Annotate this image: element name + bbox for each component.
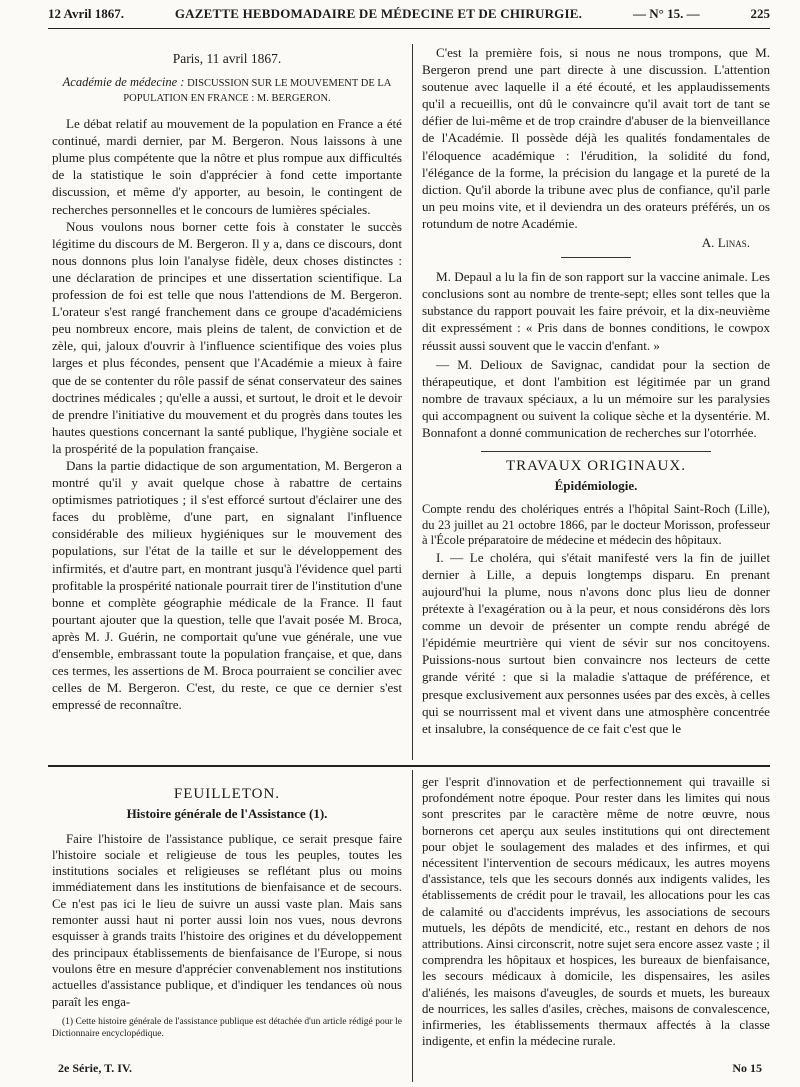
paragraph: C'est la première fois, si nous ne nous trompons, que M. Bergeron prend une part directe à une discussion. L'attention soutenue avec laquelle il a été écouté, et les applaudissements qu'il a recueillis, ont dû le convaincre qu'il avait tort de tant se défier de lui-même et de trop craindre d'abuser de la bienveillance de l'Académie. Il possède déjà les qualités fondamentales de l'éloquence académique : l'érudition, la solidité du fond, l'élégance de la forme, la précision du langage et la pureté de la diction. Qu'il aborde la tribune avec plus de confiance, qu'il parle un peu moins vite, et il deviendra un des orateurs préférés, un os rotundum de notre Académie. bbox=[422, 45, 770, 231]
feuilleton-rule bbox=[48, 765, 770, 767]
footer-series: 2e Série, T. IV. bbox=[58, 1061, 132, 1075]
section-rule bbox=[481, 451, 711, 452]
paragraph: Nous voulons nous borner cette fois à constater le succès légitime du discours de M. Bergeron. Il y a, dans ce discours, dont nous donnons plus loin l'analyse fidèle, deux choses distinctes : une déclaration de principes et une dissertation scientifique. La profession de foi est telle que nous l'attendions de M. Bergeron. L'orateur s'est rangé franchement dans ce groupe d'académiciens peu nombreux encore, mais pleins de talent, de conviction et de zèle, qui, jaloux d'ouvrir à l'influence scientifique des voies plus larges et plus fécondes, pensent que l'Académie a mieux à faire que de se contenter du rôle passif de sénat conservateur des saines doctrines médicales ; qu'elle a aussi, et surtout, le droit et le devoir de prendre l'initiative du mouvement et du progrès dans toutes les hautes questions concernant la santé publique, l'hygiène sociale et la prospérité de la population française. bbox=[52, 218, 402, 456]
footnote-text: (1) Cette histoire générale de l'assistance publique est détachée d'un article rédigé pour le Dictionnaire encyclopédique. bbox=[52, 1016, 402, 1039]
page-header bbox=[48, 6, 770, 26]
section-subhead bbox=[52, 75, 402, 106]
header-date: 12 Avril 1867. bbox=[48, 6, 124, 21]
column-divider-bottom bbox=[412, 770, 413, 1082]
footnote bbox=[52, 1016, 402, 1040]
report-heading: Compte rendu des cholériques entrés a l'hôpital Saint-Roch (Lille), du 23 juillet au 21 octobre 1866, par le docteur Morisson, professeur à l'École préparatoire de médecine et médecin des hôpitaux. bbox=[422, 502, 770, 548]
short-rule bbox=[561, 257, 631, 258]
footer-number: No 15 bbox=[732, 1061, 762, 1075]
feuilleton-continuation: ger l'esprit d'innovation et de perfectionnement qui travaille si profondément notre époque. Pour rester dans les limites qui nous sont prescrites par le caractère même de notre œuvre, nous bornerons cet aperçu aux seules institutions qui ont directement pour objet le soulagement des malades et des infirmes, et qui nécessitent l'intervention de secours médicaux, les autres moyens d'assistance, tels que les secours donnés aux indigents valides, les établissements de crédit pour le travail, les allocations pour les cas de calamité ou d'accidents imprévus, les associations de secours mutuels, les dépôts de mendicité, etc., restant en dehors de nos attributions. Ainsi circonscrit, notre sujet sera encore assez vaste ; il comprendra les hôpitaux et hospices, les bureaux de bienfaisance, les secours médicaux à domicile, les dispensaires, les asiles d'aliénés, les maisons d'aveugles, de sourds et muets, les bureaux de nourrices, les salles d'asiles, crèches, maisons de convalescence, infirmeries, les établissements thermaux affectés à la classe indigente, et enfin la médecine rurale. bbox=[422, 775, 770, 1049]
news-item: — M. Delioux de Savignac, candidat pour la section de thérapeutique, et dont l'ambition est légitimée par un grand nombre de travaux spéciaux, a lu un mémoire sur les paralysies qui accompagnent ou suivent la colique sèche et la dysentérie. M. Bonnafont a donné communication de recherches sur l'otorrhée. bbox=[422, 356, 770, 440]
section-subtitle: Épidémiologie. bbox=[554, 478, 638, 494]
feuilleton-right bbox=[422, 774, 770, 1049]
section-title: TRAVAUX ORIGINAUX. bbox=[506, 458, 686, 475]
header-number: — N° 15. — bbox=[632, 6, 700, 21]
header-page: 225 bbox=[750, 6, 770, 21]
header-rule bbox=[48, 28, 770, 29]
feuilleton-left bbox=[52, 778, 402, 1040]
report-body: I. — Le choléra, qui s'était manifesté vers la fin de juillet dernier à Lille, a depuis longtemps disparu. En prenant aujourd'hui la plume, nous n'avons donc plus lieu de donner prétexte à l'exagération ou à la peur, et nous considérons dès lors comme un devoir de présenter un compte rendu abrégé de l'épidémie meurtrière qui vient de sévir sur nos concitoyens. Puissions-nous surtout bien convaincre nos lecteurs de cette grande vérité : que si la maladie s'attaque de préférence, et presque exclusivement aux personnes usées par des excès, à celles qui se nourrissent mal et vivent dans une atmosphère concentrée et insalubre, la conséquence de ce fait c'est que le bbox=[422, 549, 770, 736]
signature: A. Linas. bbox=[701, 235, 750, 251]
paragraph: Le débat relatif au mouvement de la population en France a été continué, mardi dernier, par M. Bergeron. Nous laissons à une plume plus compétente que la nôtre et plus rompue aux difficultés de la statistique le soin d'apprécier à fond cette importante discussion, et même d'y apporter, au besoin, le contingent de recherches personnelles et le concours de lumières spéciales. bbox=[52, 116, 402, 217]
paragraph: Dans la partie didactique de son argumentation, M. Bergeron a montré qu'il y avait quelque chose à rabattre de certains optimismes patriotiques ; il s'est efforcé surtout d'éclairer une des faces du problème, d'une part, en signalant l'influence considérable des milieux hygiéniques sur le mouvement des populations, sur l'état de la taille et sur le développement des infirmités, et d'autre part, en montrant jusqu'à l'évidence quel parti profitable la prospérité nationale pourrait tirer de l'institution d'une bonne et complète géographie médicale de la France. Il faut pourtant ajouter que la question, telle que l'avait posée M. Broca, après M. J. Guérin, ne comportait qu'une vue générale, une vue d'ensemble, embrassant toute la population française, et que, dans ces termes, les assertions de M. Broca pourraient se concilier avec celles de M. Bergeron. C'est, du reste, ce que ce dernier s'est empressé de reconnaître. bbox=[52, 457, 402, 713]
subhead-italic: Académie de médecine : bbox=[62, 75, 185, 90]
column-divider-top bbox=[412, 44, 413, 760]
right-column bbox=[422, 44, 770, 737]
news-item: M. Depaul a lu la fin de son rapport sur la vaccine animale. Les conclusions sont au nombre de trente-sept; elles sont telles que la substance du rapport pouvait les faire prévoir, et la dix-neuvième dit expressément : « Pris dans de bonnes conditions, le cowpox réussit aussi souvent que le vaccin d'enfant. » bbox=[422, 269, 770, 353]
left-column bbox=[52, 46, 402, 713]
feuilleton-title: FEUILLETON. bbox=[173, 786, 281, 802]
feuilleton-paragraph: Faire l'histoire de l'assistance publique, ce serait presque faire l'histoire sociale et religieuse de tous les peuples, toutes les institutions sociales et religieuses se reflétant plus ou moins immédiatement dans les institutions de bienfaisance et de secours. Ce n'est pas ici le lieu de suivre un aussi vaste plan. Mais sans remonter aussi haut ni porter aussi loin nos vues, nous devrons esquisser à grands traits l'histoire des origines et du développement des principaux établissements de bienfaisance de l'Europe, si nous voulons être en mesure d'apprécier convenablement nos institutions actuelles d'assistance publique, et d'indiquer les tendances où nous paraît les enga- bbox=[52, 831, 402, 1009]
dateline: Paris, 11 avril 1867. bbox=[172, 51, 282, 66]
header-title: GAZETTE HEBDOMADAIRE DE MÉDECINE ET DE CHIRURGIE. bbox=[174, 6, 583, 21]
subhead-text: DISCUSSION SUR LE MOUVEMENT DE LA POPULATION EN FRANCE : M. BERGERON. bbox=[123, 78, 392, 105]
feuilleton-subtitle: Histoire générale de l'Assistance (1). bbox=[126, 806, 328, 822]
